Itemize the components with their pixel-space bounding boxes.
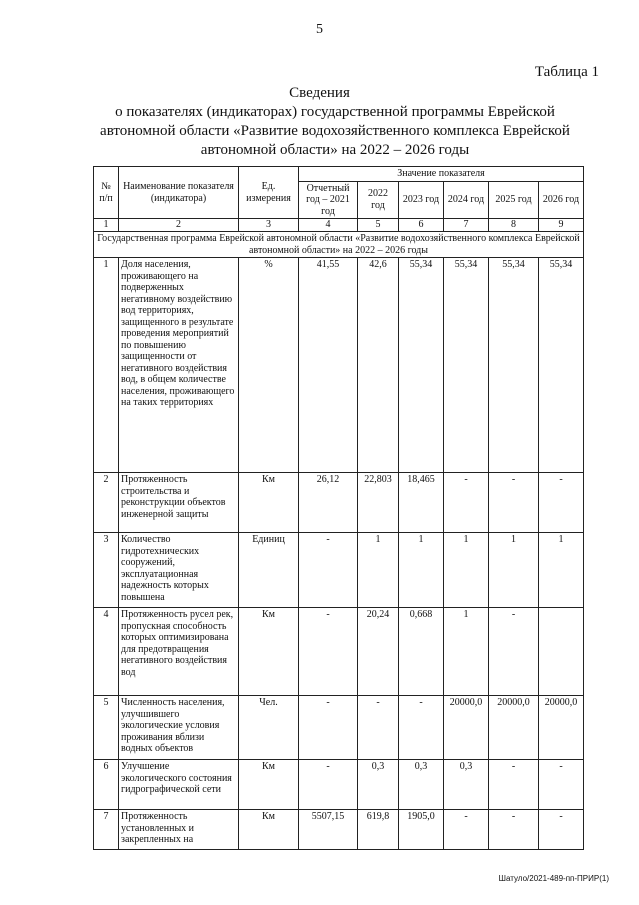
row-value: 0,3 bbox=[444, 760, 489, 810]
row-value: 1 bbox=[444, 608, 489, 696]
table-caption: Таблица 1 bbox=[534, 64, 599, 80]
header-year-2023: 2023 год bbox=[399, 181, 444, 219]
program-title-row bbox=[94, 232, 584, 258]
row-value: - bbox=[299, 533, 358, 608]
row-value: - bbox=[299, 760, 358, 810]
document-title: Сведения bbox=[289, 85, 350, 101]
row-name: Количество гидротехнических сооружений, эксплуатационная надежность которых повышена bbox=[119, 533, 239, 608]
row-value: 0,668 bbox=[399, 608, 444, 696]
header-year-2024: 2024 год bbox=[444, 181, 489, 219]
row-name: Протяженность строительства и реконструкции объектов инженерной защиты bbox=[119, 473, 239, 533]
column-number: 1 bbox=[94, 219, 119, 232]
header-name: Наименование показателя (индикатора) bbox=[119, 167, 239, 219]
row-num: 7 bbox=[94, 810, 119, 850]
row-value: 1 bbox=[358, 533, 399, 608]
row-value: 1 bbox=[539, 533, 584, 608]
row-value: 20,24 bbox=[358, 608, 399, 696]
row-value: 26,12 bbox=[299, 473, 358, 533]
column-number: 4 bbox=[299, 219, 358, 232]
row-value: 1 bbox=[489, 533, 539, 608]
header-values-group: Значение показателя bbox=[299, 167, 584, 182]
row-unit: Км bbox=[239, 760, 299, 810]
table-row bbox=[94, 473, 584, 533]
table-row bbox=[94, 258, 584, 473]
header-num: № п/п bbox=[94, 167, 119, 219]
program-title: Государственная программа Еврейской автономной области «Развитие водохозяйственного комплекса Еврейской автономной области» на 2022 – 2026 годы bbox=[94, 232, 584, 258]
row-value: 1 bbox=[399, 533, 444, 608]
row-num: 2 bbox=[94, 473, 119, 533]
row-value: - bbox=[489, 760, 539, 810]
indicators-table bbox=[93, 166, 584, 850]
row-value bbox=[539, 608, 584, 696]
row-value: - bbox=[358, 696, 399, 760]
row-value: - bbox=[539, 760, 584, 810]
header-year-2021: Отчетный год – 2021 год bbox=[299, 181, 358, 219]
column-number: 5 bbox=[358, 219, 399, 232]
document-reference-code: Шатуло/2021-489-пп-ПРИР(1) bbox=[498, 874, 609, 883]
column-number: 7 bbox=[444, 219, 489, 232]
table-row bbox=[94, 608, 584, 696]
row-value: 0,3 bbox=[399, 760, 444, 810]
row-value: 5507,15 bbox=[299, 810, 358, 850]
column-number: 2 bbox=[119, 219, 239, 232]
row-value: 55,34 bbox=[489, 258, 539, 473]
row-value: 20000,0 bbox=[489, 696, 539, 760]
row-value: - bbox=[489, 810, 539, 850]
row-value: 20000,0 bbox=[444, 696, 489, 760]
row-num: 1 bbox=[94, 258, 119, 473]
table-row bbox=[94, 533, 584, 608]
row-value: - bbox=[444, 810, 489, 850]
header-year-2026: 2026 год bbox=[539, 181, 584, 219]
column-number: 9 bbox=[539, 219, 584, 232]
column-number-row bbox=[94, 219, 584, 232]
row-num: 4 bbox=[94, 608, 119, 696]
row-value: - bbox=[489, 608, 539, 696]
row-value: 22,803 bbox=[358, 473, 399, 533]
row-name: Численность населения, улучшившего экологические условия проживания вблизи водных объектов bbox=[119, 696, 239, 760]
row-value: 619,8 bbox=[358, 810, 399, 850]
row-value: 41,55 bbox=[299, 258, 358, 473]
page-number: 5 bbox=[316, 22, 323, 37]
row-value: 55,34 bbox=[444, 258, 489, 473]
row-name: Протяженность установленных и закрепленных на bbox=[119, 810, 239, 850]
row-num: 6 bbox=[94, 760, 119, 810]
row-value: 0,3 bbox=[358, 760, 399, 810]
header-unit: Ед. измерения bbox=[239, 167, 299, 219]
row-unit: Км bbox=[239, 810, 299, 850]
row-num: 3 bbox=[94, 533, 119, 608]
row-unit: Км bbox=[239, 473, 299, 533]
row-value: - bbox=[539, 810, 584, 850]
column-number: 6 bbox=[399, 219, 444, 232]
column-number: 8 bbox=[489, 219, 539, 232]
table-row bbox=[94, 696, 584, 760]
row-value: - bbox=[489, 473, 539, 533]
header-year-2022: 2022 год bbox=[358, 181, 399, 219]
row-value: 20000,0 bbox=[539, 696, 584, 760]
row-unit: Чел. bbox=[239, 696, 299, 760]
row-unit: % bbox=[239, 258, 299, 473]
row-value: 1 bbox=[444, 533, 489, 608]
row-num: 5 bbox=[94, 696, 119, 760]
document-subtitle: о показателях (индикаторах) государственной программы Еврейской автономной области «Развитие водохозяйственного комплекса Еврейской автономной области» на 2022 – 2026 годы bbox=[100, 104, 570, 158]
row-unit: Км bbox=[239, 608, 299, 696]
row-value: 1905,0 bbox=[399, 810, 444, 850]
header-year-2025: 2025 год bbox=[489, 181, 539, 219]
row-name: Улучшение экологического состояния гидрографической сети bbox=[119, 760, 239, 810]
table-row bbox=[94, 760, 584, 810]
row-value: 18,465 bbox=[399, 473, 444, 533]
row-value: - bbox=[299, 608, 358, 696]
row-value: - bbox=[444, 473, 489, 533]
column-number: 3 bbox=[239, 219, 299, 232]
row-name: Доля населения, проживающего на подверженных негативному воздействию вод территориях, защищенного в результате проведения мероприятий по повышению защищенности от негативного воздействия вод, в общем количестве населения, проживающего на таких территориях bbox=[119, 258, 239, 473]
row-value: 42,6 bbox=[358, 258, 399, 473]
row-value: - bbox=[299, 696, 358, 760]
row-unit: Единиц bbox=[239, 533, 299, 608]
row-value: - bbox=[399, 696, 444, 760]
table-row bbox=[94, 810, 584, 850]
row-value: - bbox=[539, 473, 584, 533]
row-value: 55,34 bbox=[539, 258, 584, 473]
row-name: Протяженность русел рек, пропускная способность которых оптимизирована для предотвращения негативного воздействия вод bbox=[119, 608, 239, 696]
row-value: 55,34 bbox=[399, 258, 444, 473]
